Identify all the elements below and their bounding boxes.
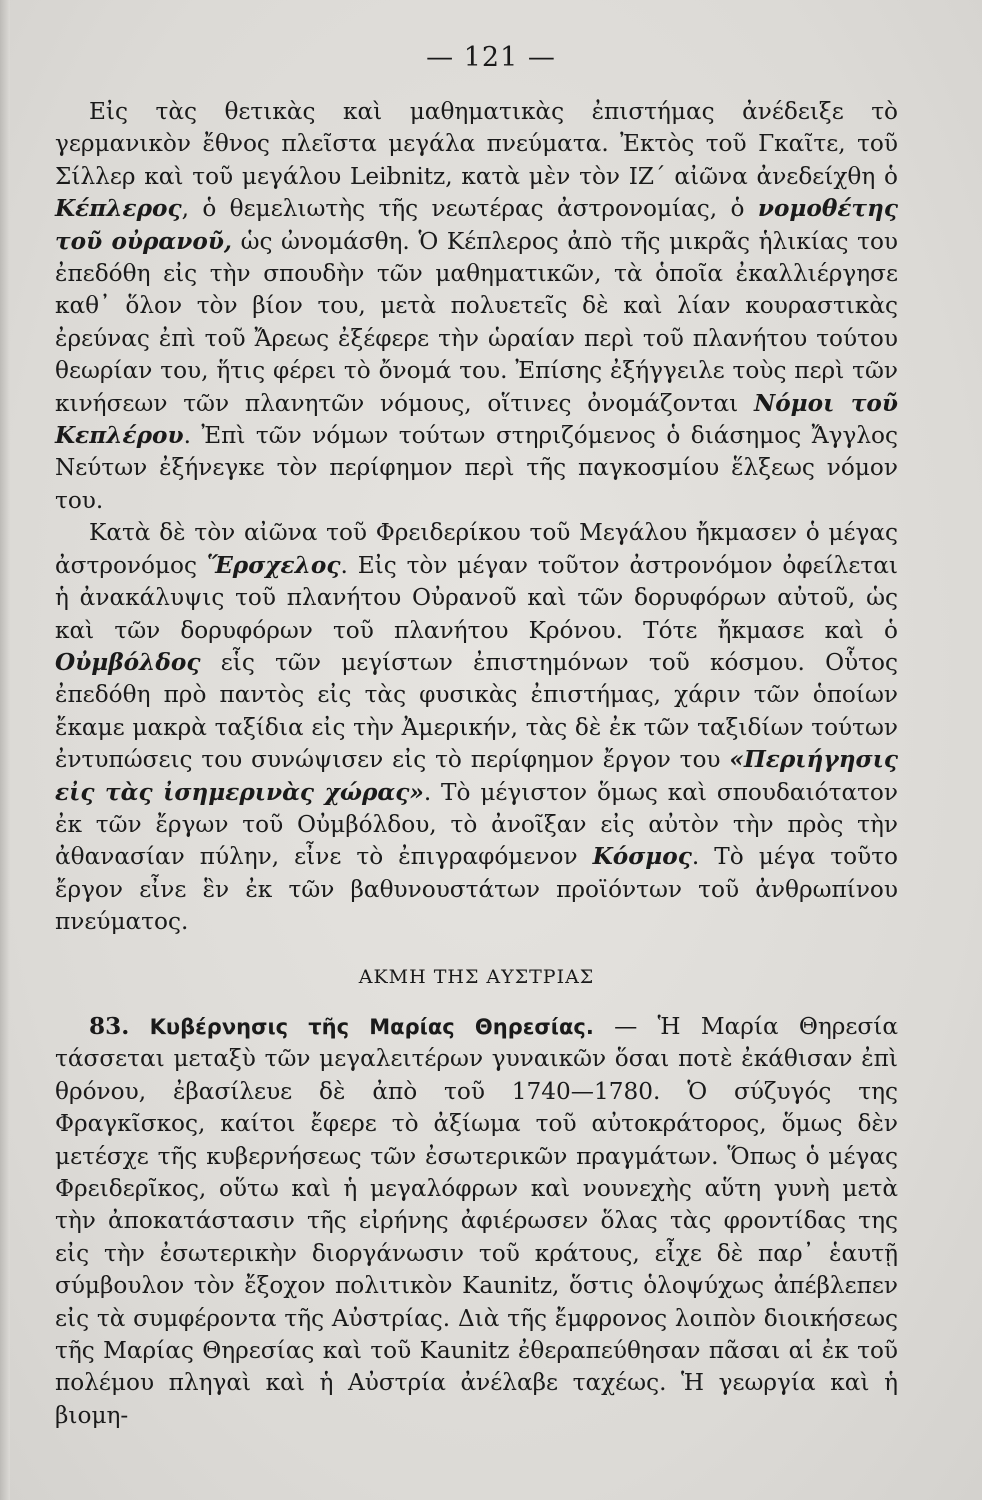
page-body xyxy=(55,96,898,1432)
section-title: Κυβέρνησις τῆς Μαρίας Θηρεσίας. xyxy=(149,1014,594,1039)
paragraph-text: — Ἡ Μαρία Θηρεσία τάσσεται μεταξὺ τῶν μεγαλειτέρων γυναικῶν ὅσαι ποτὲ ἐκάθισαν ἐπὶ θρόνου, ἐβασίλευε δὲ ἀπὸ τοῦ 1740—1780. Ὁ σύζυγός της Φραγκῖσκος, καίτοι ἔφερε τὸ ἀξίωμα τοῦ αὐτοκράτορος, ὅμως δὲν μετέσχε τῆς κυβερνήσεως τῶν ἐσωτερικῶν πραγμάτων. Ὅπως ὁ μέγας Φρειδερῖκος, οὕτω καὶ ἡ μεγαλόφρων καὶ νουνεχὴς αὕτη γυνὴ μετὰ τὴν ἀποκατάστασιν τῆς εἰρήνης ἀφιέρωσεν ὅλας τὰς φροντίδας της εἰς τὴν ἐσωτερικὴν διοργάνωσιν τοῦ κράτους, εἶχε δὲ παρ᾽ ἑαυτῇ σύμβουλον τὸν ἔξοχον πολιτικὸν Kaunitz, ὅστις ὁλοψύχως ἀπέβλεπεν εἰς τὰ συμφέροντα τῆς Αὐστρίας. Διὰ τῆς ἔμφρονος λοιπὸν διοικήσεως τῆς Μαρίας Θηρεσίας καὶ τοῦ Kaunitz ἐθεραπεύθησαν πᾶσαι αἱ ἐκ τοῦ πολέμου πληγαὶ καὶ ἡ Αὐστρία ἀνέλαβε ταχέως. Ἡ γεωργία καὶ ἡ βιομη- xyxy=(55,1012,898,1429)
paragraph-text: . Ἐπὶ τῶν νόμων τούτων στηριζόμενος ὁ διάσημος Ἄγγλος Νεύτων ἐξήνεγκε τὸν περίφημον περὶ τῆς παγκοσμίου ἕλξεως νόμον του. xyxy=(55,422,898,514)
title-kosmos: Κόσμος xyxy=(592,843,692,871)
section-heading: ΑΚΜΗ ΤΗΣ ΑΥΣΤΡΙΑΣ xyxy=(358,965,595,988)
name-humboldt: Οὐμβόλδος xyxy=(55,648,201,676)
section-number: 83. xyxy=(89,1012,130,1040)
paragraph-german-scientists xyxy=(55,96,898,517)
paragraph-text: . Τὸ μέγα τοῦτο ἔργον εἶνε ἓν ἐκ τῶν βαθυνουστάτων προϊόντων τοῦ ἀνθρωπίνου πνεύματος. xyxy=(55,843,898,936)
paragraph-herschel-humboldt xyxy=(55,517,898,938)
name-herschel: Ἕρσχελος xyxy=(206,551,341,579)
paragraph-text: εἷς τῶν μεγίστων ἐπιστημόνων τοῦ κόσμου. Οὗτος ἐπεδόθη πρὸ παντὸς εἰς τὰς φυσικὰς ἐπιστήμας, χάριν τῶν ὁποίων ἔκαμε μακρὰ ταξίδια εἰς τὴν Ἀμερικήν, τὰς δὲ ἐκ τῶν ταξιδίων τούτων ἐντυπώσεις του συνώψισεν εἰς τὸ περίφημον ἔργον του xyxy=(55,648,898,774)
title-travel-work: «Περιήγησις εἰς τὰς ἰσημερινὰς χώρας» xyxy=(55,746,898,806)
page-number: — 121 — xyxy=(426,42,556,73)
page-gutter-shadow xyxy=(0,0,10,1500)
paragraph-text: ὡς ὠνομάσθη. Ὁ Κέπλερος ἀπὸ τῆς μικρᾶς ἡλικίας του ἐπεδόθη εἰς τὴν σπουδὴν τῶν μαθηματικῶν, τὰ ὁποῖα ἐκαλλιέργησε καθ᾽ ὅλον τὸν βίον του, μετὰ πολυετεῖς δὲ καὶ λίαν κουραστικὰς ἐρεύνας ἐπὶ τοῦ Ἄρεως ἐξέφερε τὴν ὡραίαν περὶ τοῦ πλανήτου τούτου θεωρίαν του, ἥτις φέρει τὸ ὄνομά του. Ἐπίσης ἐξήγγειλε τοὺς περὶ τῶν κινήσεων τῶν πλανητῶν νόμους, οἵτινες ὀνομάζονται xyxy=(55,227,898,417)
paragraph-text: , ὁ θεμελιωτὴς τῆς νεωτέρας ἀστρονομίας, ὁ xyxy=(181,195,758,223)
paragraph-text: . Τὸ μέγιστον ὅμως καὶ σπουδαιότατον ἐκ τῶν ἔργων τοῦ Οὐμβόλδου, τὸ ἀνοῖξαν εἰς αὐτὸν τὴν πρὸς τὴν ἀθανασίαν πύλην, εἶνε τὸ ἐπιγραφόμενον xyxy=(55,778,898,871)
name-kepler: Κέπλερος xyxy=(55,195,182,223)
epithet-lawgiver: νομοθέτης τοῦ οὐρανοῦ, xyxy=(55,195,898,255)
paragraph-text: . Εἰς τὸν μέγαν τοῦτον ἀστρονόμον ὀφείλεται ἡ ἀνακάλυψις τοῦ πλανήτου Οὐρανοῦ καὶ τῶν δορυφόρων αὐτοῦ, ὡς καὶ τῶν δορυφόρων τοῦ πλανήτου Κρόνου. Τότε ἤκμασε καὶ ὁ xyxy=(55,551,898,644)
paragraph-maria-theresa xyxy=(55,1011,898,1432)
paragraph-text: Κατὰ δὲ τὸν αἰῶνα τοῦ Φρειδερίκου τοῦ Μεγάλου ἤκμασεν ὁ μέγας ἀστρονόμος xyxy=(55,519,898,579)
term-kepler-laws: Νόμοι τοῦ Κεπλέρου xyxy=(55,389,898,450)
paragraph-text: Εἰς τὰς θετικὰς καὶ μαθηματικὰς ἐπιστήμας ἀνέδειξε τὸ γερμανικὸν ἔθνος πλεῖστα μεγάλα πνεύματα. Ἐκτὸς τοῦ Γκαῖτε, τοῦ Σίλλερ καὶ τοῦ μεγάλου Leibnitz, κατὰ μὲν τὸν ΙΖ΄ αἰῶνα ἀνεδείχθη ὁ xyxy=(55,98,898,190)
